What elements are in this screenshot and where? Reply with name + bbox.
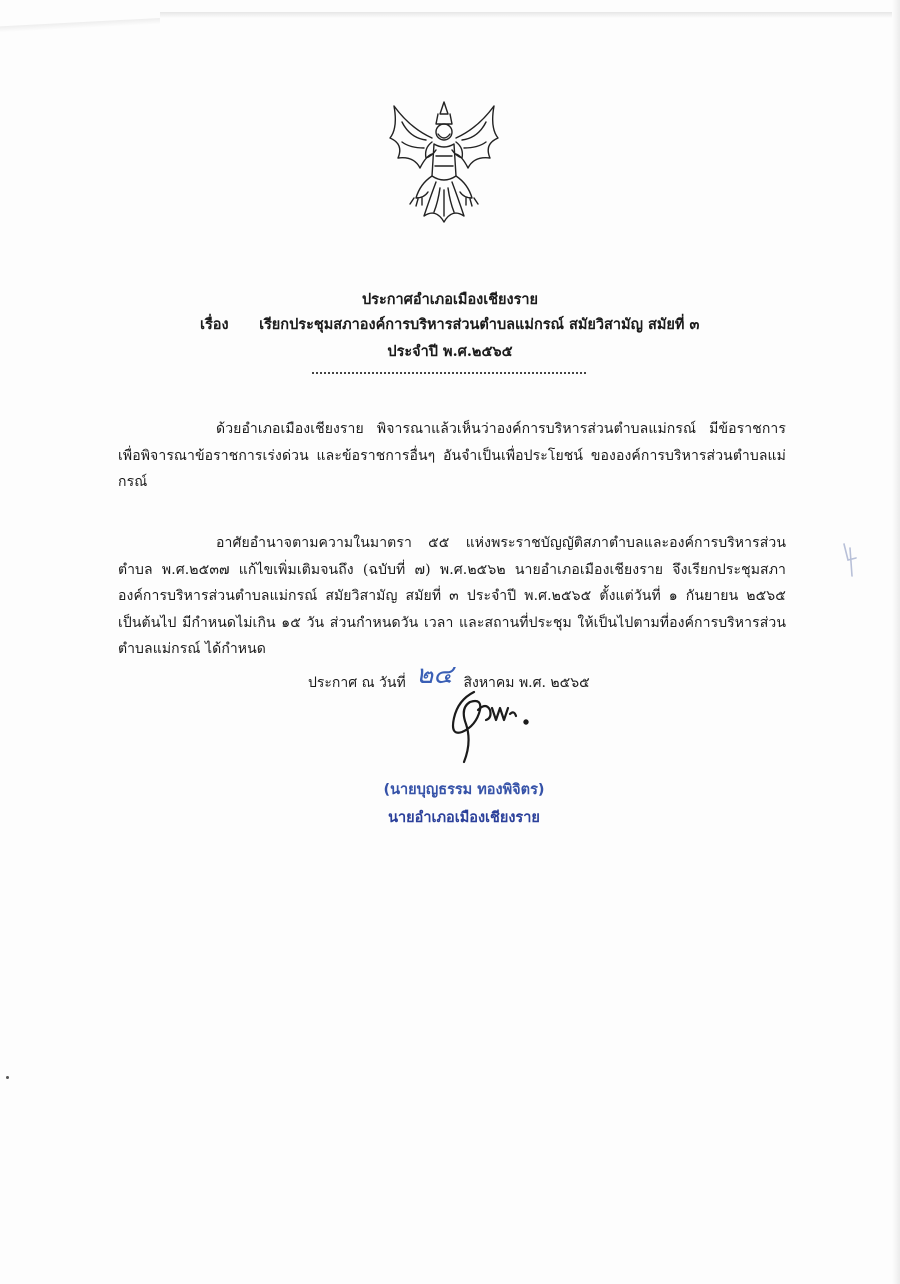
scan-edge-right (892, 0, 900, 1284)
signer-name-text: (นายบุญธรรม ทองพิจิตร) (383, 782, 545, 798)
announcement-month-year: สิงหาคม พ.ศ. ๒๕๖๕ (463, 675, 590, 691)
garuda-emblem-icon (380, 98, 508, 230)
body-paragraph-1: ด้วยอำเภอเมืองเชียงราย พิจารณาแล้วเห็นว่าองค์การบริหารส่วนตำบลแม่กรณ์ มีข้อราชการ เพื่อพิจารณาข้อราชการเร่งด่วน และข้อราชการอื่นๆ อันจำเป็นเพื่อประโยชน์ ขององค์การบริหารส่วนตำบลแม่กรณ์ (118, 421, 786, 490)
year-line: ประจำปี พ.ศ.๒๕๖๕ (387, 343, 513, 360)
handwritten-day: ๒๔ (416, 660, 453, 690)
body-paragraph-2: อาศัยอำนาจตามความในมาตรา ๕๕ แห่งพระราชบัญญัติสภาตำบลและองค์การบริหารส่วนตำบล พ.ศ.๒๕๓๗ แก้ไขเพิ่มเติมจนถึง (ฉบับที่ ๗) พ.ศ.๒๕๖๒ นายอำเภอเมืองเชียงราย จึงเรียกประชุมสภาองค์การบริหารส่วนตำบลแม่กรณ์ สมัยวิสามัญ สมัยที่ ๓ ประจำปี พ.ศ.๒๕๖๕ ตั้งแต่วันที่ ๑ กันยายน ๒๕๖๕ เป็นต้นไป มีกำหนดไม่เกิน ๑๕ วัน ส่วนกำหนดวัน เวลา และสถานที่ประชุม ให้เป็นไปตามที่องค์การบริหารส่วนตำบลแม่กรณ์ ได้กำหนด (118, 535, 786, 657)
dotted-divider (312, 372, 586, 374)
subject-text: เรียกประชุมสภาองค์การบริหารส่วนตำบลแม่กรณ์ สมัยวิสามัญ สมัยที่ ๓ (259, 316, 700, 333)
announcement-header (0, 286, 900, 313)
document-title: ประกาศอำเภอเมืองเชียงราย (361, 291, 539, 308)
scan-edge-top (160, 12, 900, 18)
scan-speck (6, 1076, 9, 1079)
signature-icon (440, 680, 560, 770)
signer-name (0, 778, 900, 801)
subject-line (200, 313, 699, 336)
subject-label: เรื่อง (200, 316, 229, 333)
signer-position: นายอำเภอเมืองเชียงราย (388, 810, 540, 826)
announcement-prefix: ประกาศ ณ วันที่ (308, 675, 406, 691)
scan-edge-left (0, 18, 160, 32)
margin-pencil-mark-icon (838, 540, 862, 580)
